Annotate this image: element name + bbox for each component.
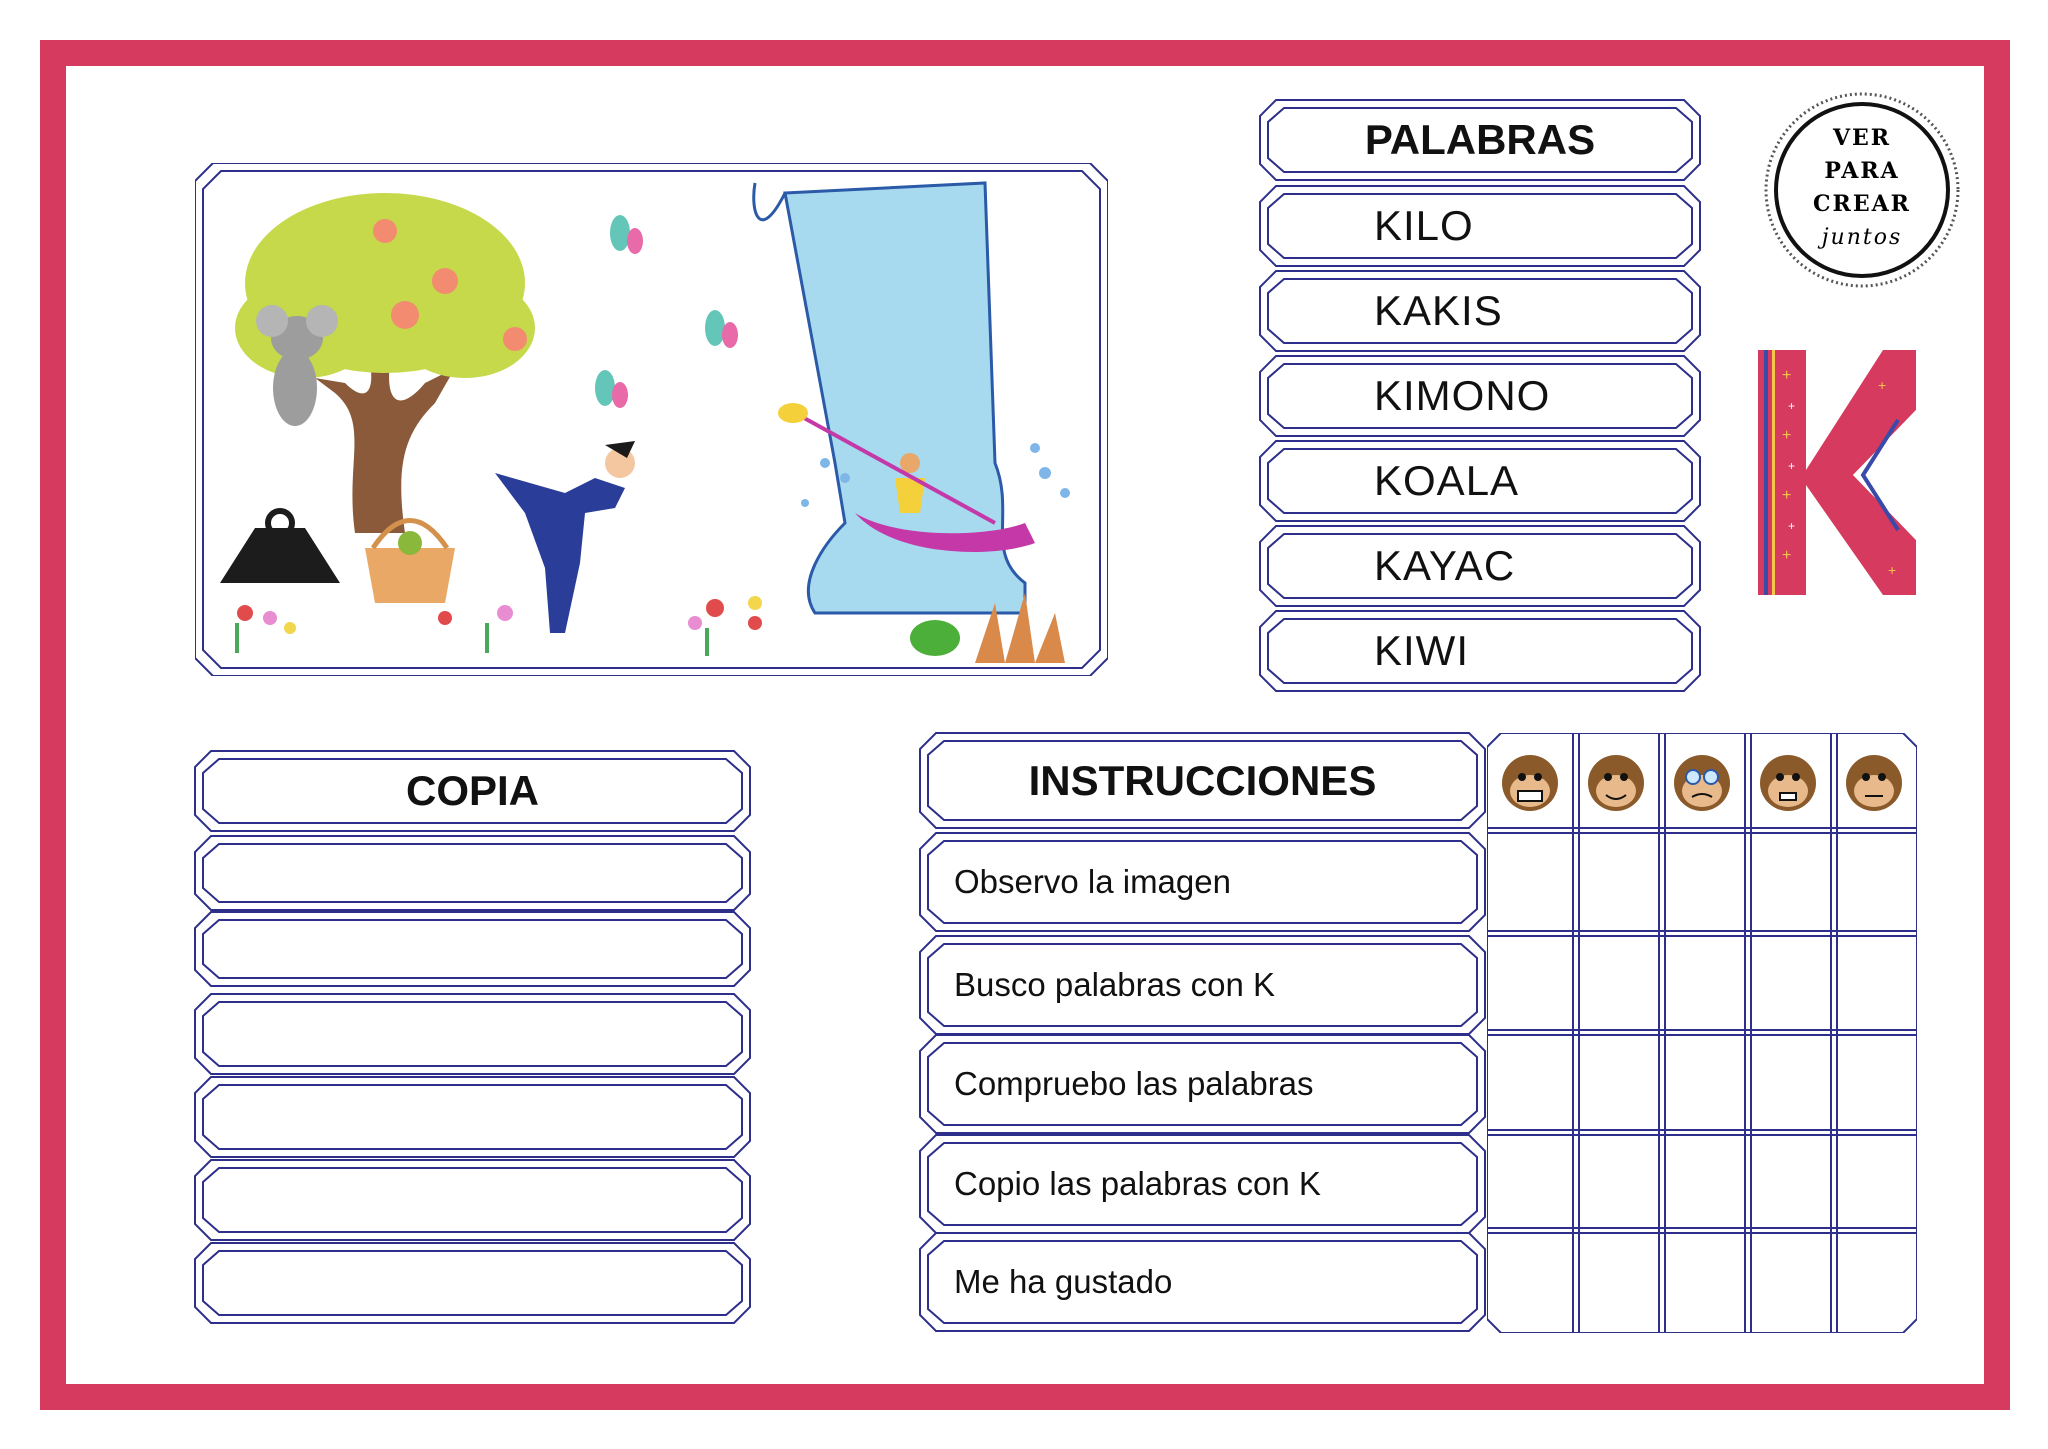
rating-grid [1487,733,1917,1333]
instruction-row-5 [920,1233,1485,1331]
palabras-word-3 [1260,356,1700,436]
instruction-label: Observo la imagen [954,863,1231,900]
instrucciones-header [920,733,1485,828]
word-label: KIMONO [1374,372,1551,419]
instruction-label: Busco palabras con K [954,966,1276,1003]
instruction-label: Me ha gustado [954,1263,1173,1300]
copia-line-5[interactable] [195,1160,750,1240]
svg-text:+: + [1782,367,1792,384]
copia-header [195,751,750,831]
copia-line-3[interactable] [195,994,750,1074]
instruction-row-4 [920,1135,1485,1233]
instruction-label: Copio las palabras con K [954,1165,1321,1202]
word-label: KAYAC [1374,542,1516,589]
svg-text:+: + [1878,377,1887,393]
word-label: KIWI [1374,627,1469,674]
monkey-smile-icon [1588,755,1644,811]
palabras-word-1 [1260,186,1700,266]
instrucciones-title: INSTRUCCIONES [1028,756,1377,804]
letter-k-decoration [1758,350,1916,595]
copia-line-6[interactable] [195,1243,750,1323]
word-label: KILO [1374,202,1474,249]
copia-line-4[interactable] [195,1077,750,1157]
illustration-scene [195,163,1108,676]
monkey-neutral-icon [1846,755,1902,811]
svg-text:+: + [1888,562,1897,578]
instruction-row-2 [920,936,1485,1034]
svg-text:+: + [1788,399,1796,413]
svg-text:+: + [1782,547,1792,564]
logo-line-3: CREAR [1813,191,1911,217]
svg-text:+: + [1788,459,1796,473]
palabras-word-6 [1260,611,1700,691]
instruction-label: Compruebo las palabras [954,1065,1314,1102]
svg-text:+: + [1782,487,1792,504]
svg-text:+: + [1782,427,1792,444]
monkey-glasses-icon [1674,755,1730,811]
palabras-title: PALABRAS [1364,116,1596,163]
logo [1764,92,1960,288]
instruction-row-1 [920,833,1485,931]
palabras-word-4 [1260,441,1700,521]
logo-line-1: VER [1832,125,1892,151]
palabras-word-5 [1260,526,1700,606]
instruction-row-3 [920,1035,1485,1133]
word-label: KOALA [1374,457,1520,504]
logo-line-4: juntos [1821,225,1903,250]
illustration-panel [195,163,1108,676]
monkey-grin-icon [1502,755,1558,811]
palabras-header [1260,100,1700,180]
copia-line-1[interactable] [195,836,750,910]
svg-text:+: + [1788,519,1796,533]
copia-title: COPIA [405,767,539,814]
word-label: KAKIS [1374,287,1503,334]
copia-line-2[interactable] [195,912,750,986]
palabras-word-2 [1260,271,1700,351]
logo-line-2: PARA [1824,158,1900,184]
monkey-worried-icon [1760,755,1816,811]
